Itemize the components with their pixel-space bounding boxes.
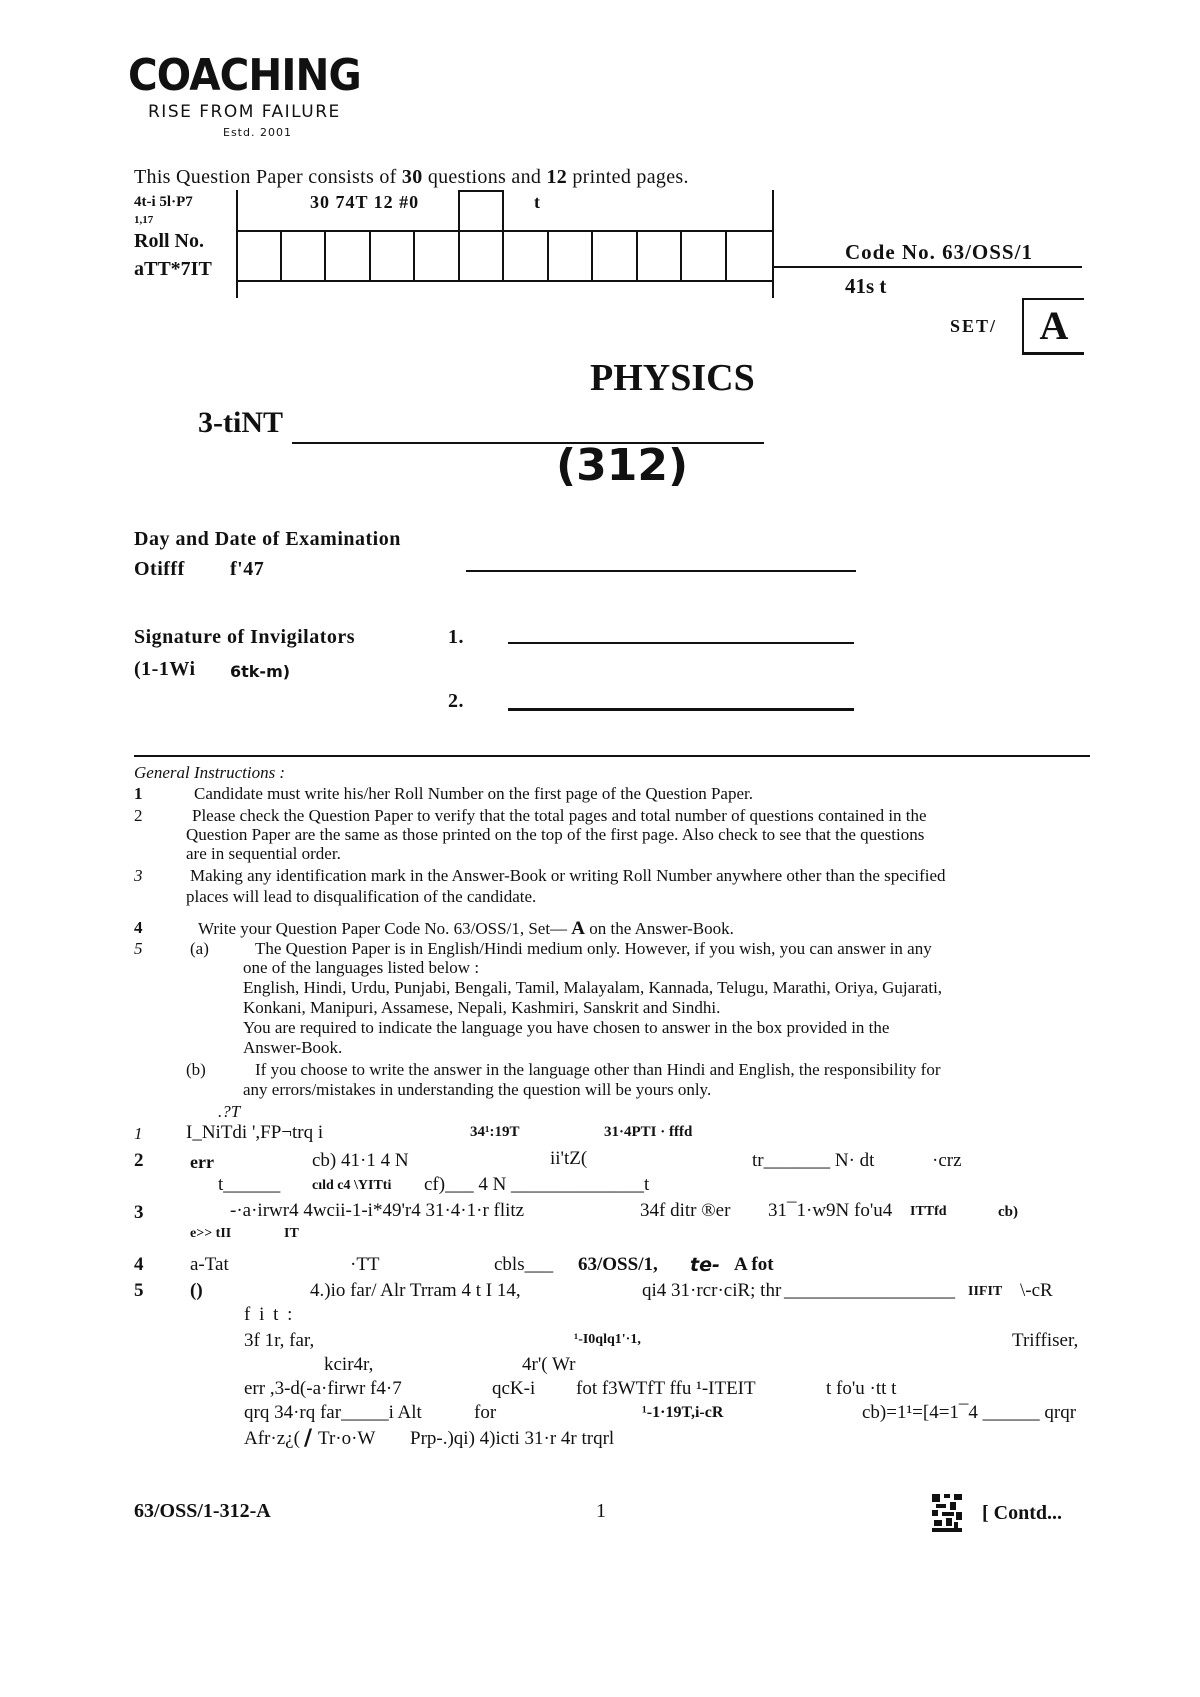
signature-1-field[interactable] [508, 642, 854, 644]
instruction-sub: (b) [186, 1060, 206, 1079]
hindi-text: cb) [998, 1204, 1018, 1220]
instruction-text [198, 918, 734, 940]
hindi-text: / [304, 1426, 313, 1451]
roll-number-grid[interactable] [236, 190, 774, 300]
page-count: 12 [546, 166, 568, 188]
hindi-text: f i t : [244, 1304, 295, 1325]
consists-mid: questions and [422, 166, 547, 188]
hindi-num: 5 [134, 1280, 144, 1301]
grid-top-line [236, 230, 774, 232]
hindi-text: 34¹:19T [470, 1124, 520, 1140]
hindi-text: IT [284, 1226, 299, 1241]
hindi-text: () [190, 1280, 203, 1301]
consists-post: printed pages. [567, 166, 689, 188]
invigilator-signature-hindi: (1-1Wi [134, 658, 196, 680]
invigilator-signature-hindi-2: 6tk-m) [230, 662, 291, 681]
hindi-text: err [190, 1152, 214, 1172]
roll-cell[interactable] [324, 230, 326, 280]
instruction-number: 1 [134, 784, 143, 803]
hindi-text: 34f ditr ®er [640, 1200, 731, 1221]
hindi-consists-4: t [534, 192, 540, 212]
grid-mini-box-left [458, 190, 460, 230]
hindi-text: Prp-.)qi) 4)icti 31·r 4r trqrl [410, 1428, 615, 1449]
hindi-text: te- [690, 1254, 720, 1276]
hindi-text: cb)=1¹=[4=1¯4 ______ qrqr [862, 1402, 1077, 1423]
hindi-text: for [474, 1402, 497, 1423]
hindi-text: t fo'u ·tt t [826, 1378, 897, 1399]
subject-title-hindi: 3-tiNT [198, 406, 283, 439]
instruction-text: Please check the Question Paper to verify that the total pages and total number of questions contained in the [192, 806, 927, 825]
hindi-text: Tr·o·W [318, 1428, 376, 1449]
hindi-text: Triffiser, [1012, 1330, 1079, 1351]
code-underline [774, 266, 1082, 268]
hindi-text: qrq 34·rq far_____i Alt [244, 1402, 422, 1423]
hindi-consists-2: 1,17 [134, 214, 154, 226]
title-underline [292, 442, 764, 444]
instruction-text-cont: English, Hindi, Urdu, Punjabi, Bengali, Tamil, Malayalam, Kannada, Telugu, Marathi, Oriya, Gujarati, [243, 978, 943, 997]
barcode-icon [932, 1494, 962, 1532]
instruction-number: 3 [134, 866, 143, 885]
question-count: 30 [401, 166, 423, 188]
hindi-text: 31¯1·w9N fo'u4 [768, 1200, 893, 1221]
instruction-text-cont: places will lead to disqualification of the candidate. [186, 887, 537, 906]
roll-cell[interactable] [413, 230, 415, 280]
instruction-text: If you choose to write the answer in the language other than Hindi and English, the responsibility for [255, 1060, 941, 1079]
instruction-text-cont: Konkani, Manipuri, Assamese, Nepali, Kashmiri, Sanskrit and Sindhi. [243, 998, 721, 1017]
footer-continued: [ Contd... [982, 1502, 1063, 1524]
paper-consists-line [134, 166, 689, 189]
hindi-text: IIFIT [968, 1284, 1003, 1299]
consists-pre: This Question Paper consists of [134, 166, 402, 188]
invigilator-signature-label: Signature of Invigilators [134, 626, 356, 648]
hindi-text: A fot [734, 1254, 774, 1275]
exam-date-hindi-2: f'47 [230, 558, 265, 580]
instruction-text-cont: Answer-Book. [243, 1038, 343, 1057]
instruction-number: 2 [134, 806, 143, 825]
hindi-text: kcir4r, [324, 1354, 374, 1375]
roll-cell[interactable] [458, 230, 460, 280]
signature-2-field[interactable] [508, 708, 854, 711]
hindi-text: \-cR [1020, 1280, 1053, 1301]
hindi-text: 3f 1r, far, [244, 1330, 315, 1351]
hindi-text: 63/OSS/1, [578, 1254, 658, 1275]
hindi-text: 31·4PTI · fffd [604, 1124, 693, 1140]
hindi-text: __________________ [784, 1280, 955, 1301]
roll-cell[interactable] [502, 230, 504, 280]
instruction-4-set: A [571, 918, 586, 939]
brand-tagline: RISE FROM FAILURE [148, 102, 341, 122]
hindi-text: Afr·z¿( [244, 1428, 300, 1449]
instruction-text-cont: any errors/mistakes in understanding the question will be yours only. [243, 1080, 712, 1099]
instruction-text-cont: one of the languages listed below : [243, 958, 480, 977]
hindi-text: ii'tZ( [550, 1148, 588, 1169]
signature-1-number: 1. [448, 626, 464, 648]
instruction-text: Making any identification mark in the Answer-Book or writing Roll Number anywhere other than the specified [190, 866, 946, 885]
code-number: Code No. 63/OSS/1 [845, 240, 1033, 264]
instruction-4-post: on the Answer-Book. [585, 919, 734, 938]
instruction-text: Candidate must write his/her Roll Number on the first page of the Question Paper. [194, 784, 753, 803]
subject-code: (312) [556, 440, 689, 491]
code-number-hindi: 41s t [845, 274, 887, 298]
hindi-text: ·TT [350, 1254, 380, 1275]
hindi-num: 4 [134, 1254, 144, 1275]
hindi-text: err ,3-d(-a·firwr f4·7 [244, 1378, 402, 1399]
hindi-text: ¹-I0qlq1'·1, [574, 1332, 641, 1347]
roll-number-hindi: aTT*7IT [134, 258, 212, 280]
hindi-text: tr_______ N· dt [752, 1150, 875, 1171]
instruction-text: The Question Paper is in English/Hindi medium only. However, if you wish, you can answer in any [255, 939, 932, 958]
set-box: A [1022, 298, 1084, 355]
brand-logo-text: COACHING [128, 50, 361, 101]
roll-cell[interactable] [547, 230, 549, 280]
hindi-text: cıld c4 \YITti [312, 1178, 392, 1193]
exam-date-hindi-1: Otifff [134, 558, 185, 580]
hindi-text: 4.)io far/ Alr Trram 4 t I 14, [310, 1280, 521, 1301]
hindi-text: cbls___ [494, 1254, 554, 1275]
brand-established: Estd. 2001 [223, 126, 292, 139]
roll-number-label: Roll No. [134, 230, 204, 252]
hindi-text: ·crz [932, 1150, 962, 1171]
hindi-text: a-Tat [190, 1254, 229, 1275]
instruction-sub: (a) [190, 939, 209, 958]
hindi-text: t______ [218, 1174, 281, 1195]
hindi-consists-1: 4t-i 5l·P7 [134, 194, 193, 210]
roll-cell[interactable] [636, 230, 638, 280]
footer-page-number: 1 [596, 1500, 606, 1522]
subject-title: PHYSICS [590, 357, 755, 399]
hindi-text: ¹-1·19T,i-cR [642, 1404, 724, 1421]
hindi-text: qi4 31·rcr·ciR; thr [642, 1280, 782, 1301]
hindi-text: cb) 41·1 4 N [312, 1150, 409, 1171]
hindi-text: I_NiTdi ',FP¬trq i [186, 1122, 324, 1143]
grid-bottom-line [236, 280, 774, 282]
hindi-num: 3 [134, 1202, 144, 1223]
hindi-text: cf)___ 4 N ______________t [424, 1174, 650, 1195]
hindi-text: ITTfd [910, 1204, 947, 1219]
instruction-text-cont: You are required to indicate the language you have chosen to answer in the box provided in the [243, 1018, 890, 1037]
roll-cell[interactable] [591, 230, 593, 280]
instruction-text-cont: Question Paper are the same as those printed on the top of the first page. Also check to see that the questions [186, 825, 925, 844]
grid-mini-box-top [458, 190, 502, 192]
instruction-number: 4 [134, 918, 143, 937]
instruction-number: 5 [134, 939, 143, 958]
grid-mini-box-right [502, 190, 504, 230]
roll-cell[interactable] [725, 230, 727, 280]
hindi-text: -·a·irwr4 4wcii-1-i*49'r4 31·4·1·r flitz [230, 1200, 525, 1221]
hindi-num: 1 [134, 1124, 143, 1143]
exam-date-field[interactable] [466, 570, 856, 572]
hindi-text: fot f3WTfT ffu ¹-ITEIT [576, 1378, 756, 1399]
footer-paper-code: 63/OSS/1-312-A [134, 1500, 271, 1522]
hindi-consists-3: 30 74T 12 #0 [310, 192, 420, 212]
hindi-heading: .?T [218, 1102, 241, 1121]
hindi-text: qcK-i [492, 1378, 536, 1399]
hindi-text: 4r'( Wr [522, 1354, 576, 1375]
instructions-divider [134, 755, 1090, 757]
exam-date-label: Day and Date of Examination [134, 528, 401, 550]
roll-cell[interactable] [280, 230, 282, 280]
signature-2-number: 2. [448, 690, 464, 712]
hindi-text: e>> tII [190, 1226, 232, 1241]
set-label: SET/ [950, 316, 998, 336]
roll-cell[interactable] [369, 230, 371, 280]
instruction-text-cont: are in sequential order. [186, 844, 341, 863]
hindi-num: 2 [134, 1150, 144, 1171]
roll-cell[interactable] [680, 230, 682, 280]
instructions-heading: General Instructions : [134, 763, 286, 782]
instruction-4-pre: Write your Question Paper Code No. 63/OSS/1, Set— [198, 919, 572, 938]
